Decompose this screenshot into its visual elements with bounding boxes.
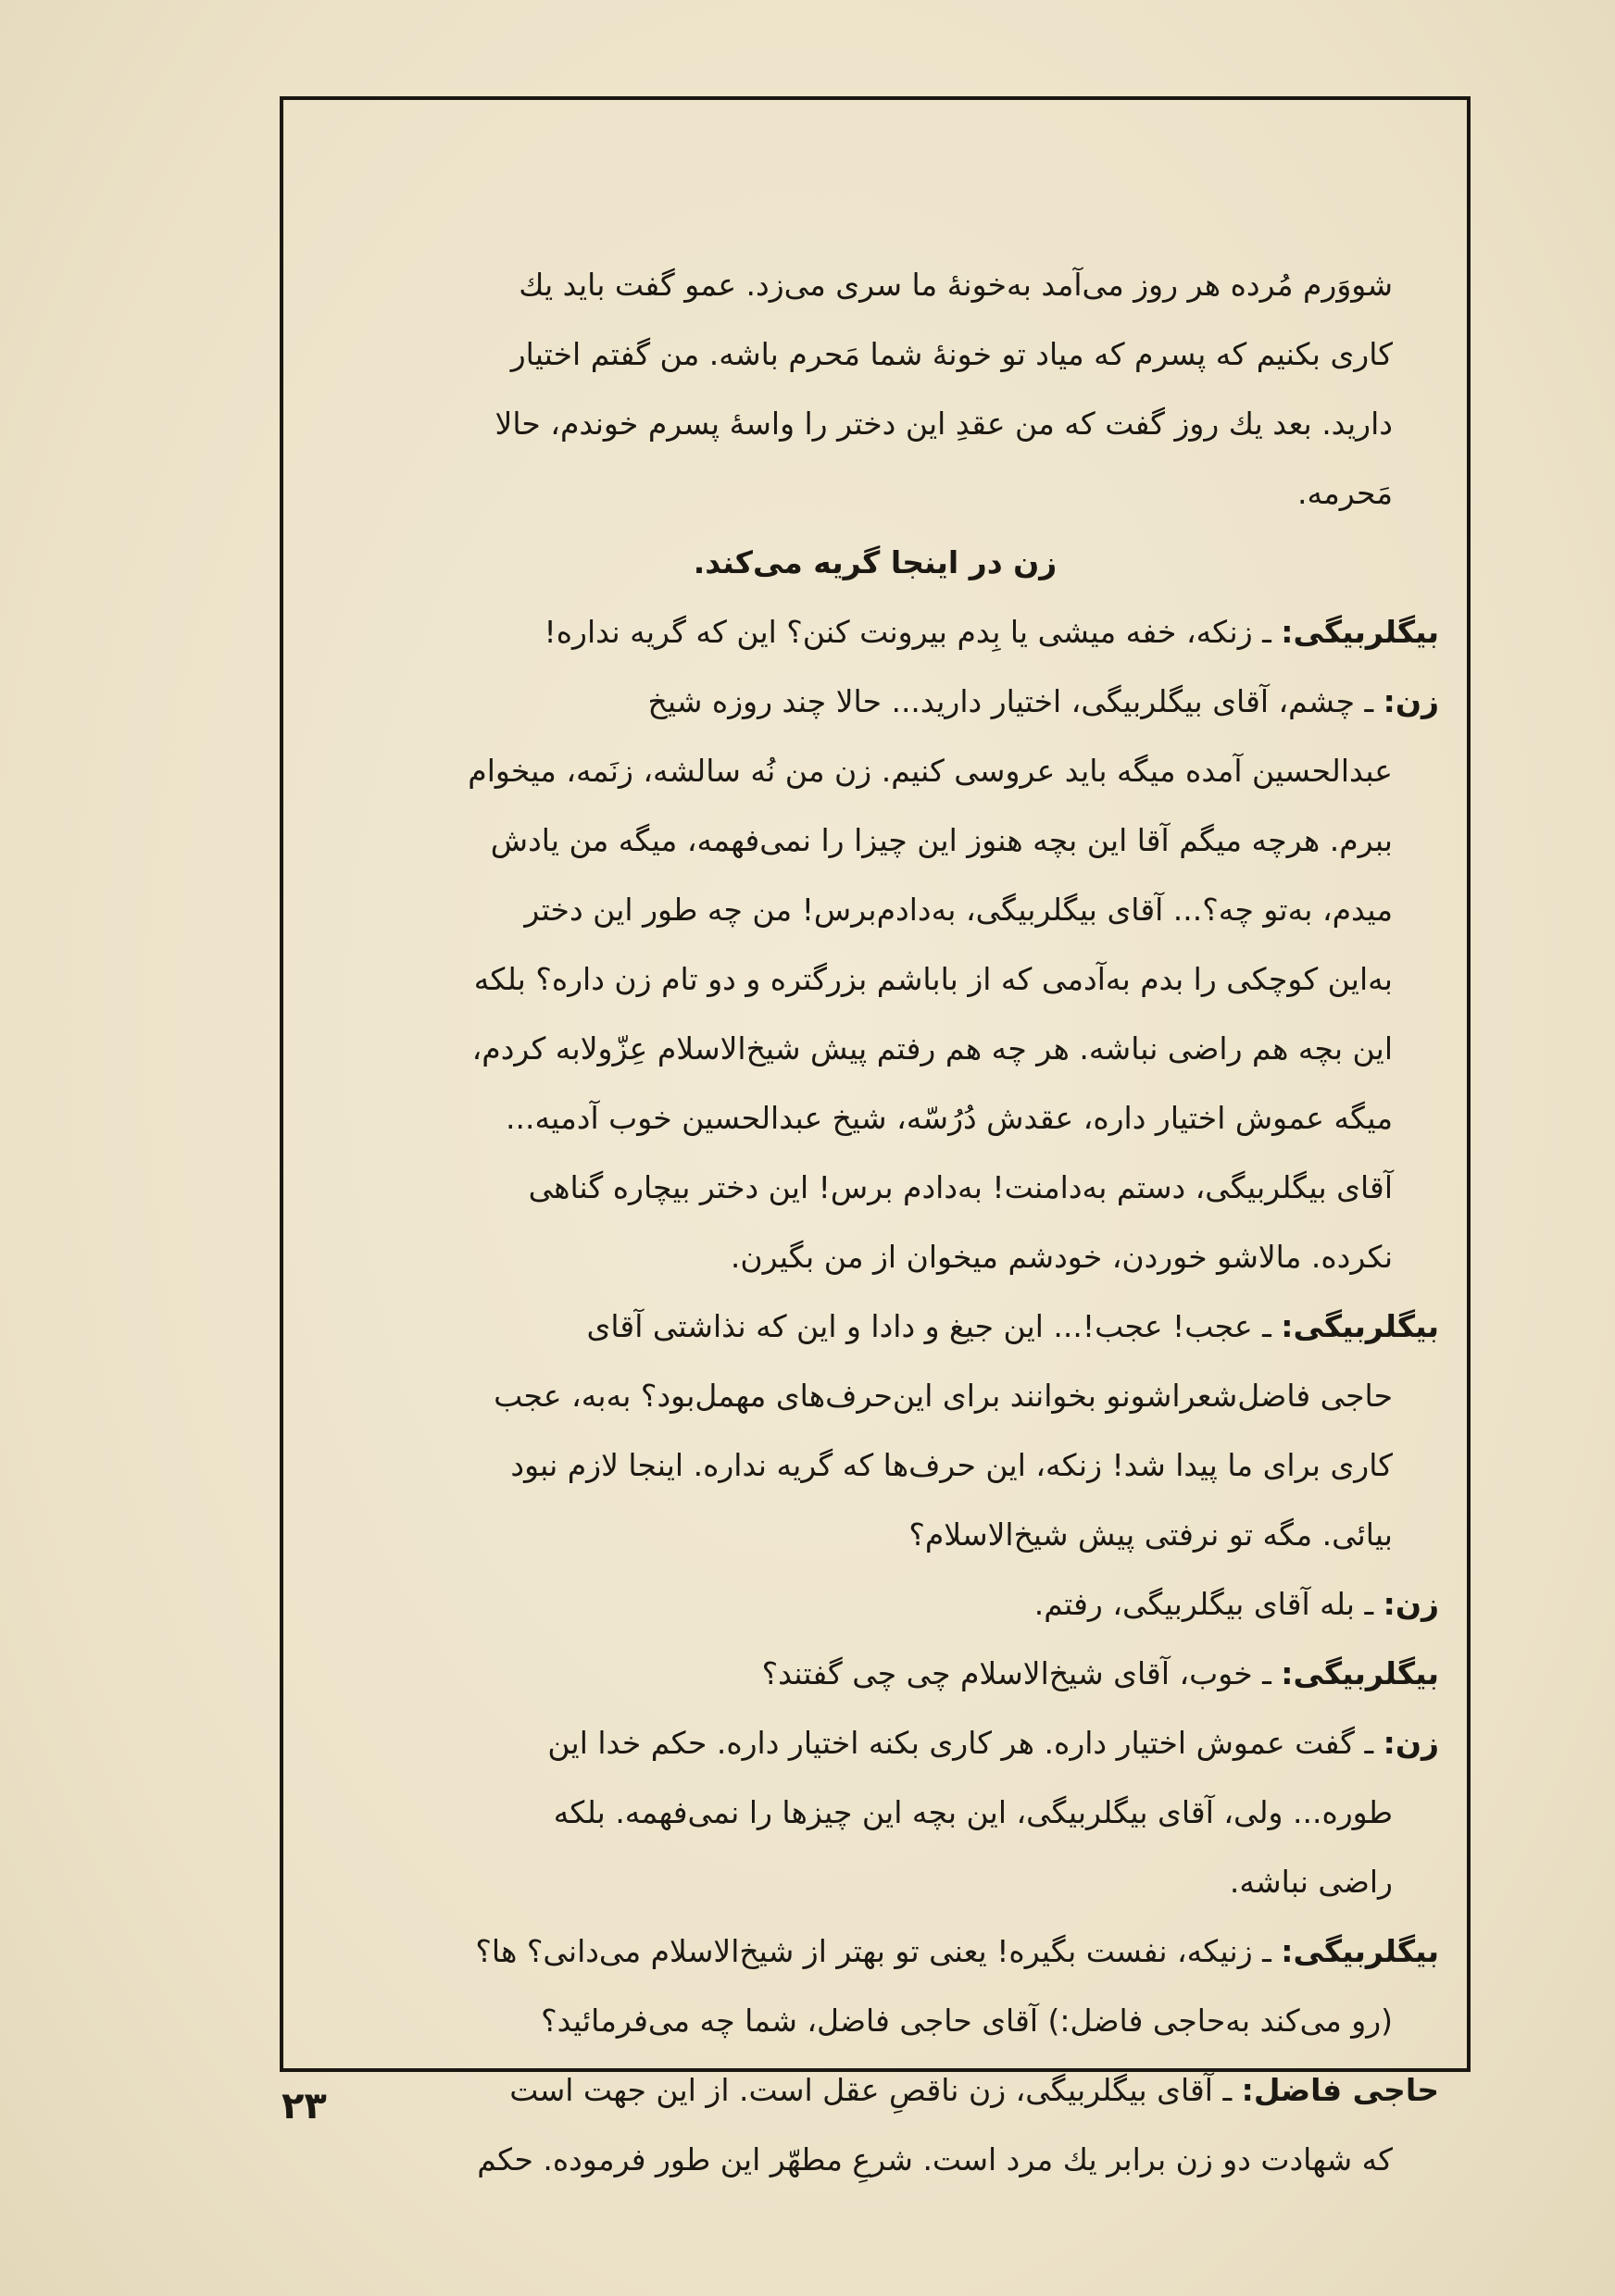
- line-text: که شهادت دو زن برابر یك مرد است. شرعِ مطهّر این طور فرموده. حکم: [477, 2141, 1393, 2177]
- play-text: [311, 250, 1439, 2177]
- line-text: کاری برای ما پیدا شد! زنکه، این حرف‌ها که گریه نداره. اینجا لازم نبود: [510, 1447, 1393, 1483]
- line-text: میدم، به‌تو چه؟... آقای بیگلربیگی، به‌دادم‌برس! من چه طور این دختر: [524, 892, 1393, 928]
- line-text: شووَرم مُرده هر روز می‌آمد به‌خونهٔ ما سری می‌زد. عمو گفت باید یك: [519, 267, 1393, 303]
- line-text: مَحرمه.: [1296, 475, 1393, 511]
- line-text: حاجی فاضل‌شعراشونو بخوانند برای این‌حرف‌های مهمل‌بود؟ به‌به، عجب: [494, 1378, 1393, 1414]
- speaker-name: بیگلربیگی:: [1281, 614, 1439, 650]
- dialogue-line: [311, 1916, 1439, 1986]
- line-text: ـ گفت عموش اختیار داره. هر کاری بکنه اختیار داره. حکم خدا این: [547, 1725, 1383, 1761]
- line-text: این بچه هم راضی نباشه. هر چه هم رفتم پیش شیخ‌الاسلام عِزّولابه کردم،: [471, 1030, 1393, 1067]
- line-text: به‌این کوچکی را بدم به‌آدمی که از باباشم بزرگتره و دو تام زن داره؟ بلکه: [473, 961, 1393, 997]
- text-line: [311, 1153, 1439, 1222]
- text-line: [311, 1778, 1439, 1847]
- dialogue-line: [311, 1292, 1439, 1361]
- text-line: [311, 1986, 1439, 2055]
- speaker-name: زن:: [1383, 1586, 1439, 1622]
- speaker-name: زن:: [1383, 683, 1439, 719]
- page-number: ۲۳: [282, 2085, 327, 2128]
- text-line: [311, 1083, 1439, 1153]
- speaker-name: بیگلربیگی:: [1281, 1933, 1439, 1969]
- line-text: میگه عموش اختیار داره، عقدش دُرُسّه، شیخ عبدالحسین خوب آدمیه...: [506, 1100, 1393, 1136]
- text-line: [311, 875, 1439, 944]
- line-text: آقای بیگلربیگی، دستم به‌دامنت! به‌دادم برس! این دختر بیچاره گناهی: [528, 1169, 1393, 1205]
- line-text: ببرم. هرچه میگم آقا این بچه هنوز این چیزا را نمی‌فهمه، میگه من یادش: [490, 822, 1393, 858]
- line-text: طوره... ولی، آقای بیگلربیگی، این بچه این چیزها را نمی‌فهمه. بلکه: [553, 1794, 1393, 1830]
- dialogue-line: [311, 597, 1439, 667]
- line-text: ـ چشم، آقای بیگلربیگی، اختیار دارید... حالا چند روزه شیخ: [647, 683, 1383, 719]
- speaker-name: حاجی فاضل:: [1241, 2072, 1439, 2108]
- text-line: [311, 1500, 1439, 1569]
- line-text: ـ آقای بیگلربیگی، زن ناقصِ عقل است. از این جهت است: [509, 2072, 1242, 2108]
- line-text: ـ زنیکه، نفست بگیره! یعنی تو بهتر از شیخ‌الاسلام می‌دانی؟ ها؟: [475, 1933, 1282, 1969]
- speaker-name: زن:: [1383, 1725, 1439, 1761]
- dialogue-line: [311, 1639, 1439, 1708]
- dialogue-line: [311, 2055, 1439, 2125]
- line-text: ـ خوب، آقای شیخ‌الاسلام چی چی گفتند؟: [761, 1655, 1282, 1691]
- line-text: دارید. بعد یك روز گفت که من عقدِ این دختر را واسهٔ پسرم خوندم، حالا: [495, 406, 1393, 442]
- stage-direction: [311, 528, 1439, 597]
- line-text: (رو می‌کند به‌حاجی فاضل:) آقای حاجی فاضل، شما چه می‌فرمائید؟: [541, 2003, 1393, 2039]
- line-text: نکرده. مالاشو خوردن، خودشم میخوان از من بگیرن.: [730, 1239, 1393, 1275]
- dialogue-line: [311, 1569, 1439, 1639]
- text-line: [311, 389, 1439, 458]
- line-text: کاری بکنیم که پسرم که میاد تو خونهٔ شما مَحرم باشه. من گفتم اختیار: [510, 336, 1393, 372]
- text-line: [311, 458, 1439, 528]
- text-line: [311, 944, 1439, 1014]
- text-line: [311, 1222, 1439, 1292]
- speaker-name: بیگلربیگی:: [1281, 1655, 1439, 1691]
- line-text: راضی نباشه.: [1229, 1864, 1393, 1900]
- line-text: عبدالحسین آمده میگه باید عروسی کنیم. زن من نُه سالشه، زنَمه، میخوام: [468, 753, 1393, 789]
- text-line: [311, 1361, 1439, 1430]
- dialogue-line: [311, 667, 1439, 736]
- text-line: [311, 805, 1439, 875]
- text-line: [311, 319, 1439, 389]
- text-line: [311, 2125, 1439, 2194]
- text-line: [311, 250, 1439, 319]
- text-line: [311, 736, 1439, 805]
- line-text: ـ زنکه، خفه میشی یا بِدم بیرونت کنن؟ این که گریه نداره!: [544, 614, 1282, 650]
- speaker-name: بیگلربیگی:: [1281, 1308, 1439, 1344]
- text-line: [311, 1430, 1439, 1500]
- line-text: ـ بله آقای بیگلربیگی، رفتم.: [1033, 1586, 1383, 1622]
- line-text: زن در اینجا گریه می‌کند.: [693, 544, 1058, 580]
- line-text: ـ عجب! عجب!... این جیغ و دادا و این که نذاشتی آقای: [586, 1308, 1282, 1344]
- dialogue-line: [311, 1708, 1439, 1778]
- line-text: بیائی. مگه تو نرفتی پیش شیخ‌الاسلام؟: [908, 1516, 1393, 1553]
- text-line: [311, 1847, 1439, 1916]
- text-line: [311, 1014, 1439, 1083]
